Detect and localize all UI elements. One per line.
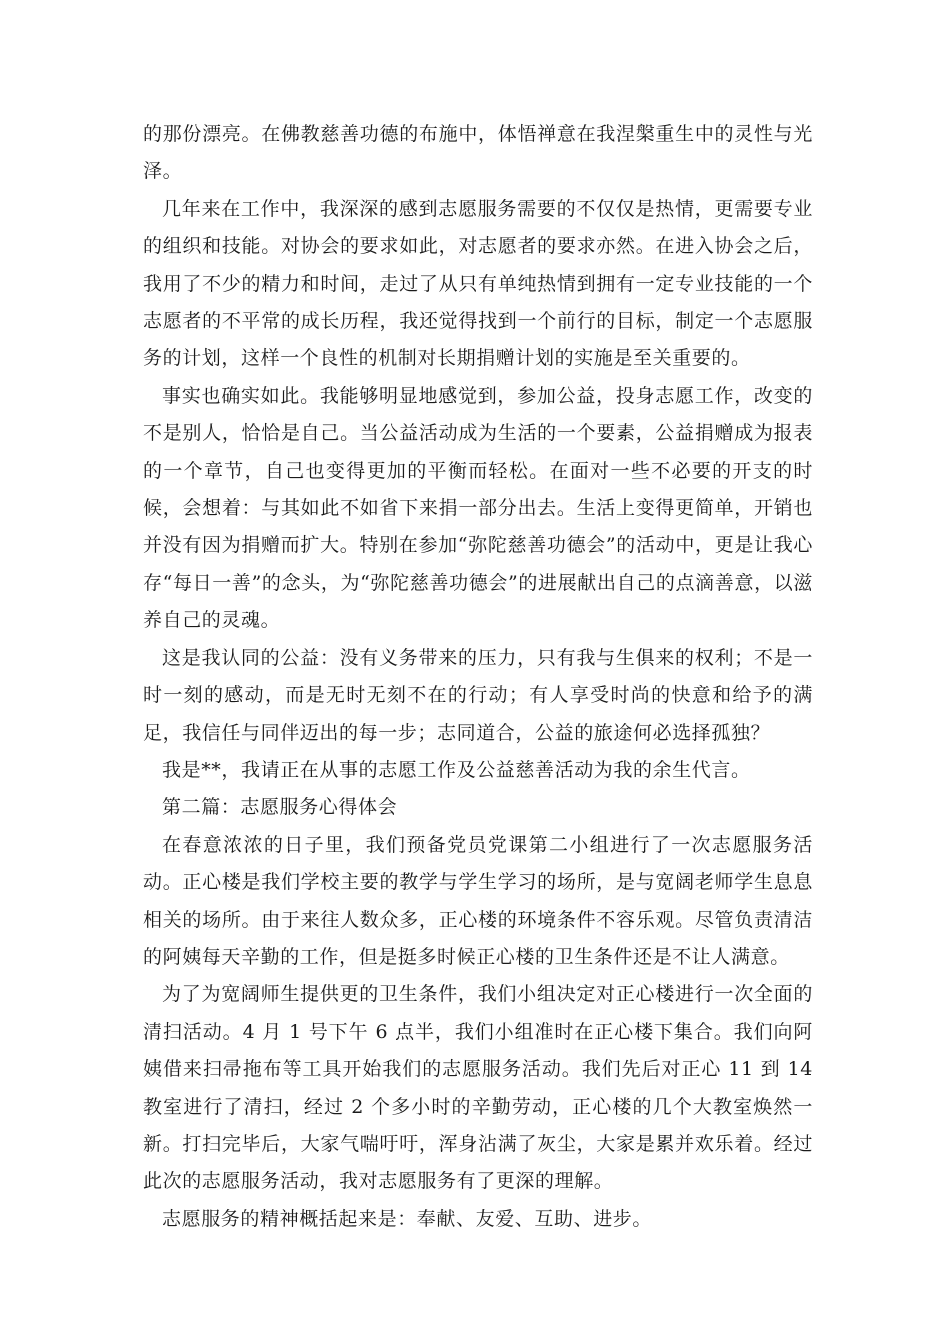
document-body	[143, 116, 813, 1238]
paragraph-7: 在春意浓浓的日子里，我们预备党员党课第二小组进行了一次志愿服务活动。正心楼是我们学校主要的教学与学生学习的场所，是与宽阔老师学生息息相关的场所。由于来往人数众多，正心楼的环境条件不容乐观。尽管负责清洁的阿姨每天辛勤的工作，但是挺多时候正心楼的卫生条件还是不让人满意。	[143, 833, 813, 968]
paragraph-4: 这是我认同的公益：没有义务带来的压力，只有我与生俱来的权利；不是一时一刻的感动，而是无时无刻不在的行动；有人享受时尚的快意和给予的满足，我信任与同伴迈出的每一步；志同道合，公益的旅途何必选择孤独？	[143, 646, 813, 744]
paragraph-8: 为了为宽阔师生提供更的卫生条件，我们小组决定对正心楼进行一次全面的清扫活动。4 月 1 号下午 6 点半，我们小组准时在正心楼下集合。我们向阿姨借来扫帚拖布等工具开始我们的志愿服务活动。我们先后对正心 11 到 14 教室进行了清扫，经过 2 个多小时的辛勤劳动，正心楼的几个大教室焕然一新。打扫完毕后，大家气喘吁吁，浑身沾满了灰尘，大家是累并欢乐着。经过此次的志愿服务活动，我对志愿服务有了更深的理解。	[143, 983, 813, 1193]
paragraph-2: 几年来在工作中，我深深的感到志愿服务需要的不仅仅是热情，更需要专业的组织和技能。对协会的要求如此，对志愿者的要求亦然。在进入协会之后，我用了不少的精力和时间，走过了从只有单纯热情到拥有一定专业技能的一个志愿者的不平常的成长历程，我还觉得找到一个前行的目标，制定一个志愿服务的计划，这样一个良性的机制对长期捐赠计划的实施是至关重要的。	[143, 197, 813, 370]
paragraph-1: 的那份漂亮。在佛教慈善功德的布施中，体悟禅意在我涅槃重生中的灵性与光泽。	[143, 123, 813, 183]
paragraph-3: 事实也确实如此。我能够明显地感觉到，参加公益，投身志愿工作，改变的不是别人，恰恰是自己。当公益活动成为生活的一个要素，公益捐赠成为报表的一个章节，自己也变得更加的平衡而轻松。在面对一些不必要的开支的时候，会想着：与其如此不如省下来捐一部分出去。生活上变得更简单，开销也并没有因为捐赠而扩大。特别在参加“弥陀慈善功德会”的活动中，更是让我心存“每日一善”的念头，为“弥陀慈善功德会”的进展献出自己的点滴善意，以滋养自己的灵魂。	[143, 384, 813, 632]
paragraph-9: 志愿服务的精神概括起来是：奉献、友爱、互助、进步。	[162, 1207, 653, 1230]
paragraph-5: 我是**，我请正在从事的志愿工作及公益慈善活动为我的余生代言。	[162, 758, 751, 781]
section-heading: 第二篇：志愿服务心得体会	[162, 796, 398, 819]
